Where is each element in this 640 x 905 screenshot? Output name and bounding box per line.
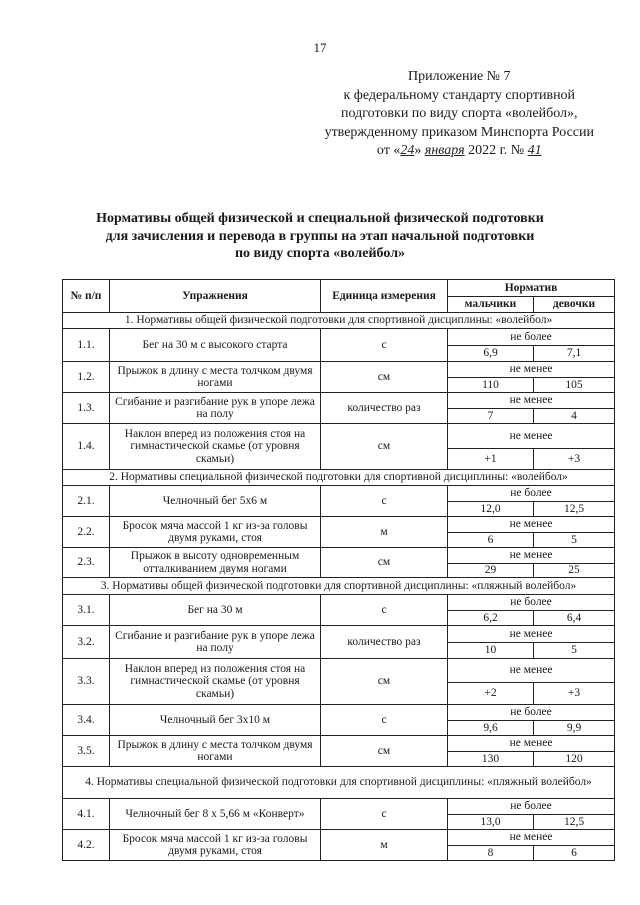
exercise-name: Бросок мяча массой 1 кг из-за головы двумя руками, стоя bbox=[110, 830, 321, 861]
boys-value: 6,9 bbox=[448, 346, 534, 362]
exercise-name: Челночный бег 3х10 м bbox=[110, 705, 321, 736]
girls-value: 12,5 bbox=[534, 502, 615, 517]
unit-of-measure: см bbox=[321, 736, 448, 767]
boys-value: 7 bbox=[448, 409, 534, 424]
row-number: 2.1. bbox=[63, 486, 110, 517]
girls-value: 9,9 bbox=[534, 721, 615, 736]
appendix-line: к федеральному стандарту спортивной bbox=[343, 87, 576, 103]
boys-value: 13,0 bbox=[448, 815, 534, 830]
boys-value: 6 bbox=[448, 533, 534, 548]
row-number: 3.1. bbox=[63, 595, 110, 626]
row-number: 4.2. bbox=[63, 830, 110, 861]
boys-value: +2 bbox=[448, 683, 534, 705]
row-number: 1.4. bbox=[63, 424, 110, 470]
row-number: 1.1. bbox=[63, 329, 110, 362]
exercise-name: Прыжок в высоту одновременным отталкиванием двумя ногами bbox=[110, 548, 321, 578]
norm-condition: не менее bbox=[448, 424, 615, 449]
norm-condition: не более bbox=[448, 799, 615, 815]
row-number: 2.3. bbox=[63, 548, 110, 578]
norm-condition: не менее bbox=[448, 626, 615, 643]
row-number: 3.5. bbox=[63, 736, 110, 767]
section-row bbox=[63, 578, 615, 595]
norm-condition: не менее bbox=[448, 517, 615, 533]
appendix-date-line bbox=[325, 142, 594, 161]
exercise-name: Бег на 30 м bbox=[110, 595, 321, 626]
exercise-name: Бросок мяча массой 1 кг из-за головы двумя руками, стоя bbox=[110, 517, 321, 548]
unit-of-measure: количество раз bbox=[321, 626, 448, 659]
date-prefix: от « bbox=[376, 143, 401, 159]
table-row bbox=[63, 329, 615, 346]
section-title: 4. Нормативы специальной физической подготовки для спортивной дисциплины: «пляжный волейбол» bbox=[63, 767, 615, 799]
norm-condition: не более bbox=[448, 329, 615, 346]
header-num: № п/п bbox=[63, 280, 110, 313]
date-sep: » bbox=[414, 143, 425, 159]
section-row bbox=[63, 470, 615, 486]
unit-of-measure: с bbox=[321, 486, 448, 517]
date-month: января bbox=[424, 143, 465, 159]
exercise-name: Бег на 30 м с высокого старта bbox=[110, 329, 321, 362]
unit-of-measure: м bbox=[321, 517, 448, 548]
boys-value: 8 bbox=[448, 846, 534, 861]
unit-of-measure: см bbox=[321, 424, 448, 470]
row-number: 3.2. bbox=[63, 626, 110, 659]
table-row bbox=[63, 362, 615, 378]
page-number: 17 bbox=[313, 40, 327, 55]
table-row bbox=[63, 626, 615, 643]
exercise-name: Челночный бег 8 х 5,66 м «Конверт» bbox=[110, 799, 321, 830]
unit-of-measure: с bbox=[321, 705, 448, 736]
document-title bbox=[0, 210, 640, 263]
table-row bbox=[63, 595, 615, 611]
appendix-line: утвержденному приказом Минспорта России bbox=[324, 124, 594, 140]
boys-value: 10 bbox=[448, 643, 534, 659]
norm-condition: не менее bbox=[448, 548, 615, 564]
table-row bbox=[63, 830, 615, 846]
boys-value: 130 bbox=[448, 752, 534, 767]
row-number: 3.4. bbox=[63, 705, 110, 736]
table-row bbox=[63, 548, 615, 564]
exercise-name: Прыжок в длину с места толчком двумя ногами bbox=[110, 736, 321, 767]
girls-value: 120 bbox=[534, 752, 615, 767]
exercise-name: Сгибание и разгибание рук в упоре лежа на полу bbox=[110, 393, 321, 424]
girls-value: 12,5 bbox=[534, 815, 615, 830]
girls-value: 4 bbox=[534, 409, 615, 424]
header-girls: девочки bbox=[534, 297, 615, 313]
girls-value: +3 bbox=[534, 683, 615, 705]
header-boys: мальчики bbox=[448, 297, 534, 313]
norm-condition: не более bbox=[448, 595, 615, 611]
row-number: 1.2. bbox=[63, 362, 110, 393]
appendix-block bbox=[325, 68, 594, 161]
girls-value: 5 bbox=[534, 533, 615, 548]
boys-value: 6,2 bbox=[448, 611, 534, 626]
unit-of-measure: количество раз bbox=[321, 393, 448, 424]
norm-condition: не менее bbox=[448, 736, 615, 752]
norms-table bbox=[62, 279, 615, 861]
date-day: 24 bbox=[400, 143, 415, 159]
boys-value: +1 bbox=[448, 449, 534, 470]
section-title: 2. Нормативы специальной физической подготовки для спортивной дисциплины: «волейбол» bbox=[63, 470, 615, 486]
norm-condition: не более bbox=[448, 486, 615, 502]
girls-value: +3 bbox=[534, 449, 615, 470]
unit-of-measure: с bbox=[321, 799, 448, 830]
section-row bbox=[63, 313, 615, 329]
appendix-line: подготовки по виду спорта «волейбол», bbox=[341, 106, 578, 122]
exercise-name: Наклон вперед из положения стоя на гимнастической скамье (от уровня скамьи) bbox=[110, 659, 321, 705]
norm-condition: не менее bbox=[448, 830, 615, 846]
exercise-name: Наклон вперед из положения стоя на гимнастической скамье (от уровня скамьи) bbox=[110, 424, 321, 470]
section-title: 1. Нормативы общей физической подготовки для спортивной дисциплины: «волейбол» bbox=[63, 313, 615, 329]
exercise-name: Челночный бег 5х6 м bbox=[110, 486, 321, 517]
girls-value: 6 bbox=[534, 846, 615, 861]
date-year: 2022 г. № bbox=[464, 143, 528, 159]
unit-of-measure: см bbox=[321, 362, 448, 393]
row-number: 1.3. bbox=[63, 393, 110, 424]
boys-value: 9,6 bbox=[448, 721, 534, 736]
norm-condition: не менее bbox=[448, 362, 615, 378]
girls-value: 6,4 bbox=[534, 611, 615, 626]
table-row bbox=[63, 424, 615, 449]
order-number: 41 bbox=[527, 143, 542, 159]
table-row bbox=[63, 736, 615, 752]
norms-body bbox=[63, 313, 615, 861]
row-number: 3.3. bbox=[63, 659, 110, 705]
unit-of-measure: с bbox=[321, 595, 448, 626]
title-line: по виду спорта «волейбол» bbox=[234, 246, 406, 261]
girls-value: 5 bbox=[534, 643, 615, 659]
norm-condition: не более bbox=[448, 705, 615, 721]
unit-of-measure: м bbox=[321, 830, 448, 861]
header-unit: Единица измерения bbox=[321, 280, 448, 313]
girls-value: 25 bbox=[534, 564, 615, 578]
boys-value: 29 bbox=[448, 564, 534, 578]
unit-of-measure: см bbox=[321, 548, 448, 578]
table-row bbox=[63, 659, 615, 683]
title-line: для зачисления и перевода в группы на этап начальной подготовки bbox=[105, 228, 535, 244]
row-number: 2.2. bbox=[63, 517, 110, 548]
girls-value: 7,1 bbox=[534, 346, 615, 362]
exercise-name: Сгибание и разгибание рук в упоре лежа на полу bbox=[110, 626, 321, 659]
girls-value: 105 bbox=[534, 378, 615, 393]
section-title: 3. Нормативы общей физической подготовки для спортивной дисциплины: «пляжный волейбол» bbox=[63, 578, 615, 595]
exercise-name: Прыжок в длину с места толчком двумя ногами bbox=[110, 362, 321, 393]
appendix-title: Приложение № 7 bbox=[408, 69, 511, 84]
norm-condition: не менее bbox=[448, 659, 615, 683]
header-exercise: Упражнения bbox=[110, 280, 321, 313]
header-norm: Норматив bbox=[448, 280, 615, 297]
boys-value: 110 bbox=[448, 378, 534, 393]
title-line: Нормативы общей физической и специальной физической подготовки bbox=[96, 211, 544, 226]
row-number: 4.1. bbox=[63, 799, 110, 830]
unit-of-measure: см bbox=[321, 659, 448, 705]
boys-value: 12,0 bbox=[448, 502, 534, 517]
table-row bbox=[63, 393, 615, 409]
table-row bbox=[63, 486, 615, 502]
table-row bbox=[63, 705, 615, 721]
table-row bbox=[63, 517, 615, 533]
unit-of-measure: с bbox=[321, 329, 448, 362]
section-row bbox=[63, 767, 615, 799]
table-row bbox=[63, 799, 615, 815]
norm-condition: не менее bbox=[448, 393, 615, 409]
